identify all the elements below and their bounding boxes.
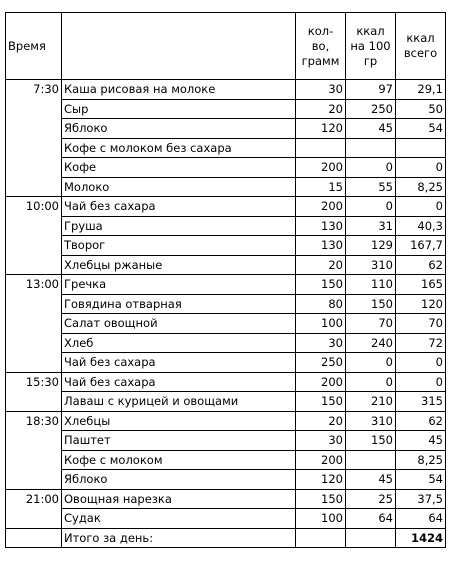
food-cell: Судак — [62, 509, 296, 529]
table-row — [6, 353, 446, 373]
kcal-total-cell: 50 — [396, 99, 446, 119]
header-kcal-per-100 — [346, 13, 396, 80]
food-cell: Груша — [62, 216, 296, 236]
food-cell: Яблоко — [62, 119, 296, 139]
kcal-total-cell — [396, 138, 446, 158]
qty-cell: 200 — [296, 450, 346, 470]
table-row — [6, 236, 446, 256]
qty-cell: 250 — [296, 353, 346, 373]
header-kcal100-line: гр — [363, 53, 378, 68]
food-cell: Лаваш с курицей и овощами — [62, 392, 296, 412]
kcal-per-100-cell: 45 — [346, 119, 396, 139]
food-cell: Чай без сахара — [62, 372, 296, 392]
kcal-total-cell: 62 — [396, 255, 446, 275]
kcal-total-cell: 8,25 — [396, 450, 446, 470]
time-cell: 7:30 — [6, 80, 62, 100]
table-row — [6, 216, 446, 236]
kcal-total-cell: 8,25 — [396, 177, 446, 197]
kcal-total-cell: 0 — [396, 353, 446, 373]
qty-cell: 30 — [296, 80, 346, 100]
kcal-per-100-cell: 64 — [346, 509, 396, 529]
qty-cell: 20 — [296, 255, 346, 275]
time-cell — [6, 392, 62, 412]
kcal-per-100-cell — [346, 138, 396, 158]
time-cell — [6, 99, 62, 119]
header-qty-line: грамм — [301, 53, 340, 68]
qty-cell: 150 — [296, 275, 346, 295]
qty-cell: 130 — [296, 236, 346, 256]
food-cell: Молоко — [62, 177, 296, 197]
kcal-total-cell: 72 — [396, 333, 446, 353]
header-qty — [296, 13, 346, 80]
table-row — [6, 333, 446, 353]
kcal-per-100-cell — [346, 450, 396, 470]
qty-cell: 130 — [296, 216, 346, 236]
time-cell — [6, 216, 62, 236]
kcal-per-100-cell: 0 — [346, 158, 396, 178]
table-row — [6, 119, 446, 139]
header-kcal-total — [396, 13, 446, 80]
time-cell — [6, 177, 62, 197]
qty-cell: 100 — [296, 509, 346, 529]
header-kcal100-line: на 100 — [350, 38, 391, 53]
time-cell — [6, 509, 62, 529]
kcal-total-cell: 40,3 — [396, 216, 446, 236]
header-food — [62, 13, 296, 80]
time-cell — [6, 255, 62, 275]
table-row — [6, 314, 446, 334]
food-cell: Кофе — [62, 158, 296, 178]
table-row — [6, 99, 446, 119]
header-qty-line: во, — [311, 38, 330, 53]
qty-cell: 20 — [296, 411, 346, 431]
food-cell: Кофе с молоком без сахара — [62, 138, 296, 158]
total-value: 1424 — [396, 528, 446, 548]
qty-cell: 30 — [296, 431, 346, 451]
table-row — [6, 294, 446, 314]
kcal-total-cell: 0 — [396, 372, 446, 392]
table-row — [6, 138, 446, 158]
table-row — [6, 489, 446, 509]
kcal-per-100-cell: 97 — [346, 80, 396, 100]
food-cell: Паштет — [62, 431, 296, 451]
food-cell: Каша рисовая на молоке — [62, 80, 296, 100]
kcal-per-100-cell: 129 — [346, 236, 396, 256]
time-cell — [6, 431, 62, 451]
qty-cell: 120 — [296, 470, 346, 490]
kcal-per-100-cell: 0 — [346, 353, 396, 373]
food-cell: Творог — [62, 236, 296, 256]
kcal-per-100-cell: 150 — [346, 294, 396, 314]
table-row — [6, 197, 446, 217]
total-time-cell — [6, 528, 62, 548]
kcal-per-100-cell: 250 — [346, 99, 396, 119]
kcal-total-cell: 165 — [396, 275, 446, 295]
kcal-per-100-cell: 310 — [346, 255, 396, 275]
food-cell: Кофе с молоком — [62, 450, 296, 470]
kcal-total-cell: 70 — [396, 314, 446, 334]
qty-cell — [296, 138, 346, 158]
time-cell — [6, 314, 62, 334]
qty-cell: 200 — [296, 158, 346, 178]
table-row — [6, 255, 446, 275]
kcal-per-100-cell: 210 — [346, 392, 396, 412]
food-cell: Гречка — [62, 275, 296, 295]
time-cell — [6, 470, 62, 490]
kcal-total-cell: 62 — [396, 411, 446, 431]
header-kcal-total-line: всего — [403, 46, 438, 60]
food-cell: Хлебцы — [62, 411, 296, 431]
food-diary-table — [5, 12, 446, 548]
table-row — [6, 372, 446, 392]
header-row — [6, 13, 446, 80]
time-cell — [6, 138, 62, 158]
kcal-total-cell: 315 — [396, 392, 446, 412]
time-cell: 13:00 — [6, 275, 62, 295]
qty-cell: 20 — [296, 99, 346, 119]
qty-cell: 120 — [296, 119, 346, 139]
food-cell: Хлеб — [62, 333, 296, 353]
kcal-total-cell: 0 — [396, 197, 446, 217]
kcal-per-100-cell: 240 — [346, 333, 396, 353]
food-cell: Чай без сахара — [62, 197, 296, 217]
time-cell: 15:30 — [6, 372, 62, 392]
time-cell — [6, 119, 62, 139]
qty-cell: 200 — [296, 372, 346, 392]
kcal-total-cell: 0 — [396, 158, 446, 178]
kcal-per-100-cell: 150 — [346, 431, 396, 451]
time-cell — [6, 450, 62, 470]
kcal-per-100-cell: 31 — [346, 216, 396, 236]
qty-cell: 150 — [296, 489, 346, 509]
kcal-per-100-cell: 45 — [346, 470, 396, 490]
total-label: Итого за день: — [62, 528, 296, 548]
qty-cell: 150 — [296, 392, 346, 412]
time-cell — [6, 294, 62, 314]
kcal-total-cell: 64 — [396, 509, 446, 529]
table-row — [6, 470, 446, 490]
kcal-total-cell: 45 — [396, 431, 446, 451]
kcal-total-cell: 167,7 — [396, 236, 446, 256]
header-kcal100-line: ккал — [356, 23, 385, 38]
food-cell: Сыр — [62, 99, 296, 119]
kcal-total-cell: 54 — [396, 470, 446, 490]
header-kcal-total-line: ккал — [406, 31, 435, 45]
kcal-per-100-cell: 310 — [346, 411, 396, 431]
table-row — [6, 80, 446, 100]
kcal-total-cell: 37,5 — [396, 489, 446, 509]
qty-cell: 30 — [296, 333, 346, 353]
time-cell: 10:00 — [6, 197, 62, 217]
total-empty-cell — [346, 528, 396, 548]
kcal-per-100-cell: 0 — [346, 372, 396, 392]
kcal-total-cell: 29,1 — [396, 80, 446, 100]
table-row — [6, 450, 446, 470]
kcal-total-cell: 120 — [396, 294, 446, 314]
food-cell: Говядина отварная — [62, 294, 296, 314]
table-row — [6, 177, 446, 197]
food-cell: Чай без сахара — [62, 353, 296, 373]
qty-cell: 100 — [296, 314, 346, 334]
kcal-per-100-cell: 70 — [346, 314, 396, 334]
table-row — [6, 158, 446, 178]
table-row — [6, 275, 446, 295]
table-row — [6, 392, 446, 412]
time-cell — [6, 333, 62, 353]
food-cell: Хлебцы ржаные — [62, 255, 296, 275]
table-row — [6, 431, 446, 451]
time-cell — [6, 236, 62, 256]
food-cell: Яблоко — [62, 470, 296, 490]
food-cell: Овощная нарезка — [62, 489, 296, 509]
header-qty-line: кол- — [307, 23, 334, 38]
total-empty-cell — [296, 528, 346, 548]
total-row — [6, 528, 446, 548]
kcal-per-100-cell: 0 — [346, 197, 396, 217]
time-cell — [6, 353, 62, 373]
table-row — [6, 509, 446, 529]
kcal-per-100-cell: 25 — [346, 489, 396, 509]
kcal-total-cell: 54 — [396, 119, 446, 139]
food-cell: Салат овощной — [62, 314, 296, 334]
time-cell — [6, 158, 62, 178]
header-time: Время — [6, 13, 62, 80]
qty-cell: 15 — [296, 177, 346, 197]
time-cell: 18:30 — [6, 411, 62, 431]
kcal-per-100-cell: 55 — [346, 177, 396, 197]
qty-cell: 200 — [296, 197, 346, 217]
time-cell: 21:00 — [6, 489, 62, 509]
qty-cell: 80 — [296, 294, 346, 314]
table-row — [6, 411, 446, 431]
kcal-per-100-cell: 110 — [346, 275, 396, 295]
